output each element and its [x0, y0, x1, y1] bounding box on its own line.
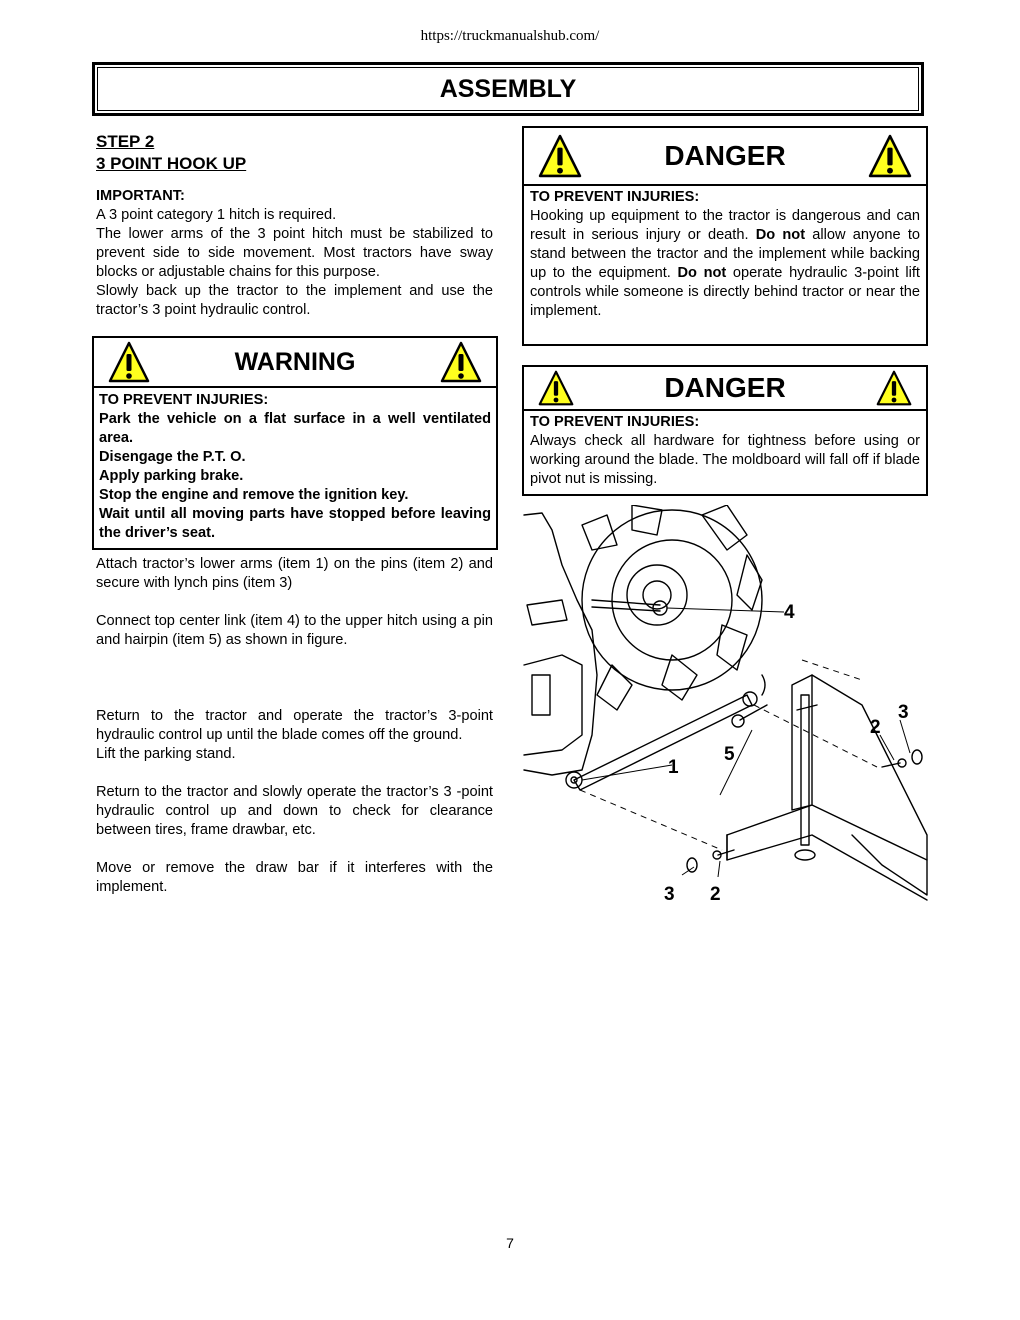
- danger-text-part: Hooking up equipment to the tractor is dangerous and can result in serious injury or death.: [530, 208, 920, 243]
- intro-line: Slowly back up the tractor to the implement and use the tractor’s 3 point hydraulic control.: [96, 283, 493, 318]
- page-number: 7: [506, 1235, 514, 1251]
- step-intro: [96, 131, 493, 320]
- callout-label: 1: [668, 757, 679, 778]
- warning-triangle-icon: [538, 134, 582, 178]
- instruction-paragraph: Return to the tractor and slowly operate the tractor’s 3 -point hydraulic control up and down to check for clearance between tires, frame drawbar, etc.: [96, 784, 493, 838]
- header-url: https://truckmanualshub.com/: [420, 28, 600, 44]
- warning-line: Stop the engine and remove the ignition key.: [99, 487, 409, 503]
- hitch-diagram: [522, 505, 928, 905]
- important-label: IMPORTANT:: [96, 188, 185, 204]
- instructions: [96, 555, 493, 897]
- danger-text: Always check all hardware for tightness before using or working around the blade. The moldboard will fall off if blade pivot nut is missing.: [530, 433, 920, 487]
- step-label: STEP 2: [96, 132, 155, 151]
- danger-subtitle: TO PREVENT INJURIES:: [530, 189, 700, 205]
- danger-title: DANGER: [664, 140, 786, 171]
- warning-title: WARNING: [234, 347, 356, 376]
- warning-triangle-icon: [868, 134, 912, 178]
- warning-body: [94, 388, 496, 546]
- callout-label: 2: [870, 717, 881, 738]
- callout-label: 3: [898, 702, 909, 723]
- callout-label: 4: [784, 602, 795, 623]
- instruction-paragraph: Move or remove the draw bar if it interferes with the implement.: [96, 860, 493, 895]
- danger-emphasis: Do not: [677, 265, 727, 281]
- instruction-paragraph: Return to the tractor and operate the tractor’s 3-point hydraulic control up until the blade comes off the ground.: [96, 708, 493, 743]
- callout-label: 3: [664, 884, 675, 905]
- danger-box: [522, 365, 928, 496]
- danger-header: [524, 367, 926, 411]
- danger-box: [522, 126, 928, 346]
- warning-triangle-icon: [440, 341, 482, 383]
- intro-line: The lower arms of the 3 point hitch must be stabilized to prevent side to side movement. Most tractors have sway blocks or adjustable chains for this purpose.: [96, 226, 493, 280]
- danger-body: [524, 186, 926, 324]
- instruction-paragraph: Attach tractor’s lower arms (item 1) on the pins (item 2) and secure with lynch pins (item 3): [96, 556, 493, 591]
- warning-header: [94, 338, 496, 388]
- warning-line: Apply parking brake.: [99, 468, 244, 484]
- warning-triangle-icon: [538, 370, 574, 406]
- instruction-paragraph: Connect top center link (item 4) to the upper hitch using a pin and hairpin (item 5) as shown in figure.: [96, 613, 493, 648]
- step-title: 3 POINT HOOK UP: [96, 154, 247, 173]
- warning-line: Disengage the P.T. O.: [99, 449, 246, 465]
- intro-line: A 3 point category 1 hitch is required.: [96, 207, 337, 223]
- warning-triangle-icon: [876, 370, 912, 406]
- warning-line: Park the vehicle on a flat surface in a well ventilated area.: [99, 411, 491, 446]
- danger-emphasis: Do not: [755, 227, 806, 243]
- callout-label: 5: [724, 744, 735, 765]
- warning-line: Wait until all moving parts have stopped before leaving the driver’s seat.: [99, 506, 491, 541]
- warning-triangle-icon: [108, 341, 150, 383]
- danger-text: [530, 207, 920, 321]
- warning-box: [92, 336, 498, 550]
- instruction-paragraph: Lift the parking stand.: [96, 746, 236, 762]
- danger-text-part: allow anyone to stand between the tractor and the implement while backing up to the equipment.: [530, 227, 921, 281]
- callout-label: 2: [710, 884, 721, 905]
- warning-subtitle: TO PREVENT INJURIES:: [99, 392, 269, 408]
- danger-header: [524, 128, 926, 186]
- danger-subtitle: TO PREVENT INJURIES:: [530, 414, 700, 430]
- section-title: ASSEMBLY: [92, 62, 924, 116]
- danger-text-part: operate hydraulic 3-point lift controls while someone is directly behind tractor or near the implement.: [530, 265, 920, 319]
- danger-body: [524, 411, 926, 492]
- danger-title: DANGER: [664, 372, 786, 403]
